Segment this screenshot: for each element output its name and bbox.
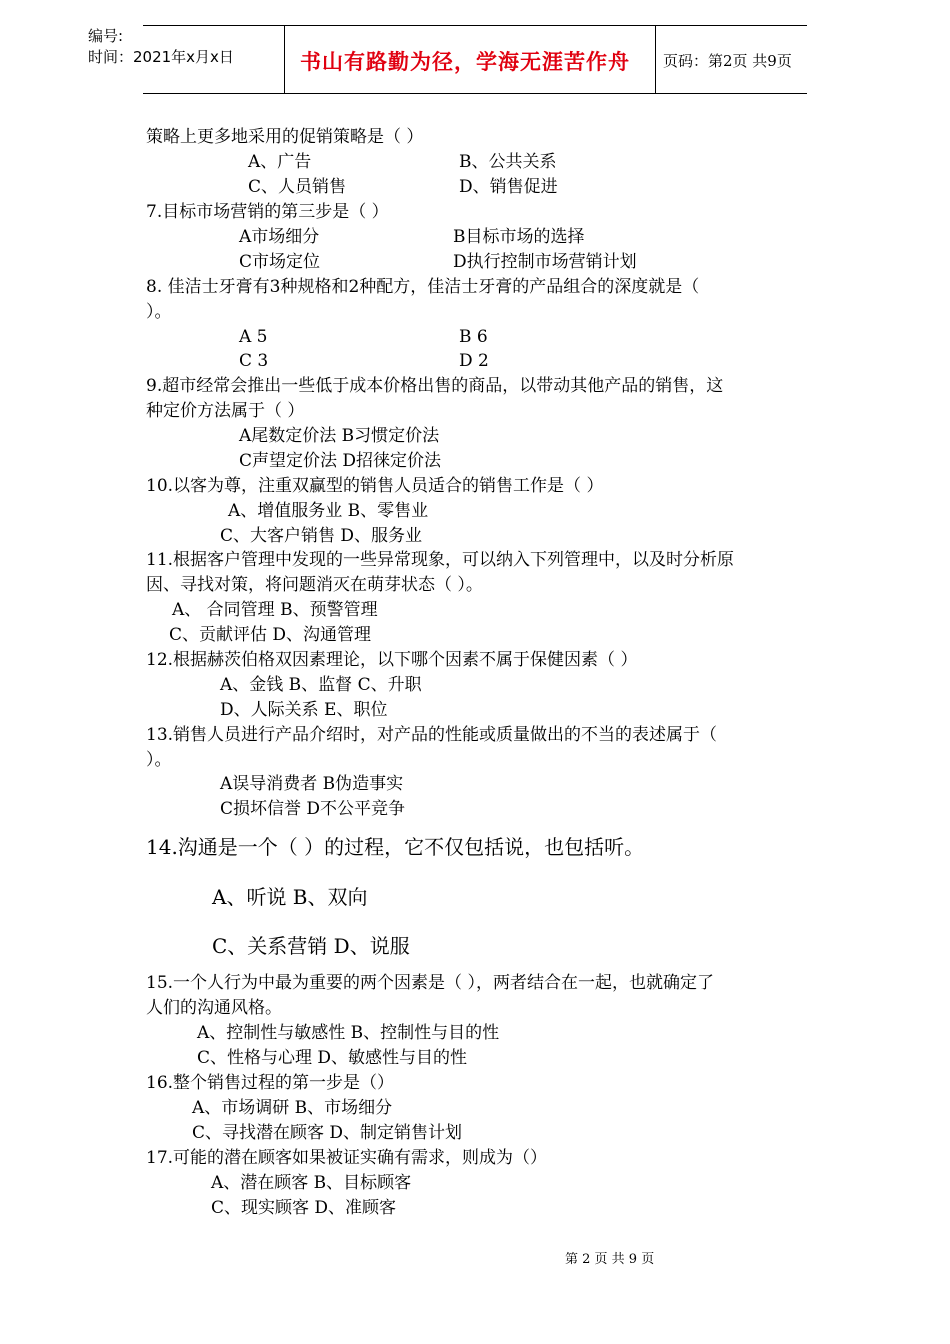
option-text: D 2: [459, 351, 489, 371]
option-text: A、增值服务业 B、零售业: [228, 501, 429, 521]
option-text: C市场定位: [239, 252, 321, 272]
question-text: 16.整个销售过程的第一步是（）: [146, 1073, 395, 1093]
question-text: 人们的沟通风格。: [146, 998, 282, 1018]
option-text: A、金钱 B、监督 C、升职: [220, 675, 422, 695]
option-text: B 6: [459, 327, 488, 347]
header-page-info: 页码：第2页 共9页: [663, 52, 792, 70]
option-text: C、现实顾客 D、准顾客: [211, 1198, 397, 1218]
question-text: 8. 佳洁士牙膏有3种规格和2种配方，佳洁士牙膏的产品组合的深度就是（: [146, 277, 700, 297]
document-time-label: 时间：2021年x月x日: [88, 48, 234, 66]
question-text: ）。: [146, 750, 172, 770]
option-text: A、 合同管理 B、预警管理: [172, 600, 378, 620]
option-text: A、广告: [248, 152, 312, 172]
option-text: D、销售促进: [459, 177, 558, 197]
option-text: A尾数定价法 B习惯定价法: [239, 426, 440, 446]
question-text: 15.一个人行为中最为重要的两个因素是（ ），两者结合在一起，也就确定了: [146, 973, 714, 993]
question-text: 14.沟通是一个（ ）的过程，它不仅包括说，也包括听。: [146, 835, 645, 859]
option-text: A、听说 B、双向: [212, 885, 368, 909]
option-text: C 3: [239, 351, 269, 371]
option-text: A市场细分: [239, 227, 320, 247]
question-text: 种定价方法属于（ ）: [146, 401, 305, 421]
header-bottom-rule: [143, 93, 807, 94]
question-text: 因、寻找对策，将问题消灭在萌芽状态（ ）。: [146, 575, 483, 595]
option-text: C、人员销售: [248, 177, 347, 197]
option-text: B、公共关系: [459, 152, 557, 172]
option-text: C损坏信誉 D不公平竞争: [220, 799, 406, 819]
option-text: D、人际关系 E、职位: [220, 700, 388, 720]
option-text: A、潜在顾客 B、目标顾客: [211, 1173, 412, 1193]
option-text: C、关系营销 D、说服: [212, 934, 410, 958]
page-footer: 第 2 页 共 9 页: [565, 1252, 655, 1267]
header-motto: 书山有路勤为径，学海无涯苦作舟: [300, 49, 630, 74]
question-text: 10.以客为尊，注重双赢型的销售人员适合的销售工作是（ ）: [146, 476, 604, 496]
option-text: B目标市场的选择: [453, 227, 585, 247]
question-text: 12.根据赫茨伯格双因素理论，以下哪个因素不属于保健因素（ ）: [146, 650, 638, 670]
option-text: A 5: [239, 327, 268, 347]
option-text: A误导消费者 B伪造事实: [220, 774, 404, 794]
option-text: A、控制性与敏感性 B、控制性与目的性: [197, 1023, 500, 1043]
option-text: C、性格与心理 D、敏感性与目的性: [197, 1048, 468, 1068]
option-text: D执行控制市场营销计划: [453, 252, 637, 272]
header-top-rule: [143, 25, 807, 26]
question-text: 11.根据客户管理中发现的一些异常现象，可以纳入下列管理中，以及时分析原: [146, 550, 735, 570]
question-text: 17.可能的潜在顾客如果被证实确有需求，则成为（）: [146, 1148, 548, 1168]
option-text: A、市场调研 B、市场细分: [192, 1098, 393, 1118]
header-divider-left: [284, 25, 285, 93]
question-text: 7.目标市场营销的第三步是（ ）: [146, 202, 389, 222]
question-text: 9.超市经常会推出一些低于成本价格出售的商品，以带动其他产品的销售，这: [146, 376, 724, 396]
question-text: 13.销售人员进行产品介绍时，对产品的性能或质量做出的不当的表述属于（: [146, 725, 718, 745]
option-text: C、寻找潜在顾客 D、制定销售计划: [192, 1123, 463, 1143]
option-text: C、贡献评估 D、沟通管理: [169, 625, 372, 645]
option-text: C声望定价法 D招徕定价法: [239, 451, 442, 471]
option-text: C、大客户销售 D、服务业: [220, 526, 423, 546]
question-text: ）。: [146, 302, 172, 322]
document-number-label: 编号:: [88, 27, 124, 45]
question-text: 策略上更多地采用的促销策略是（ ）: [146, 127, 424, 147]
header-divider-right: [655, 25, 656, 93]
